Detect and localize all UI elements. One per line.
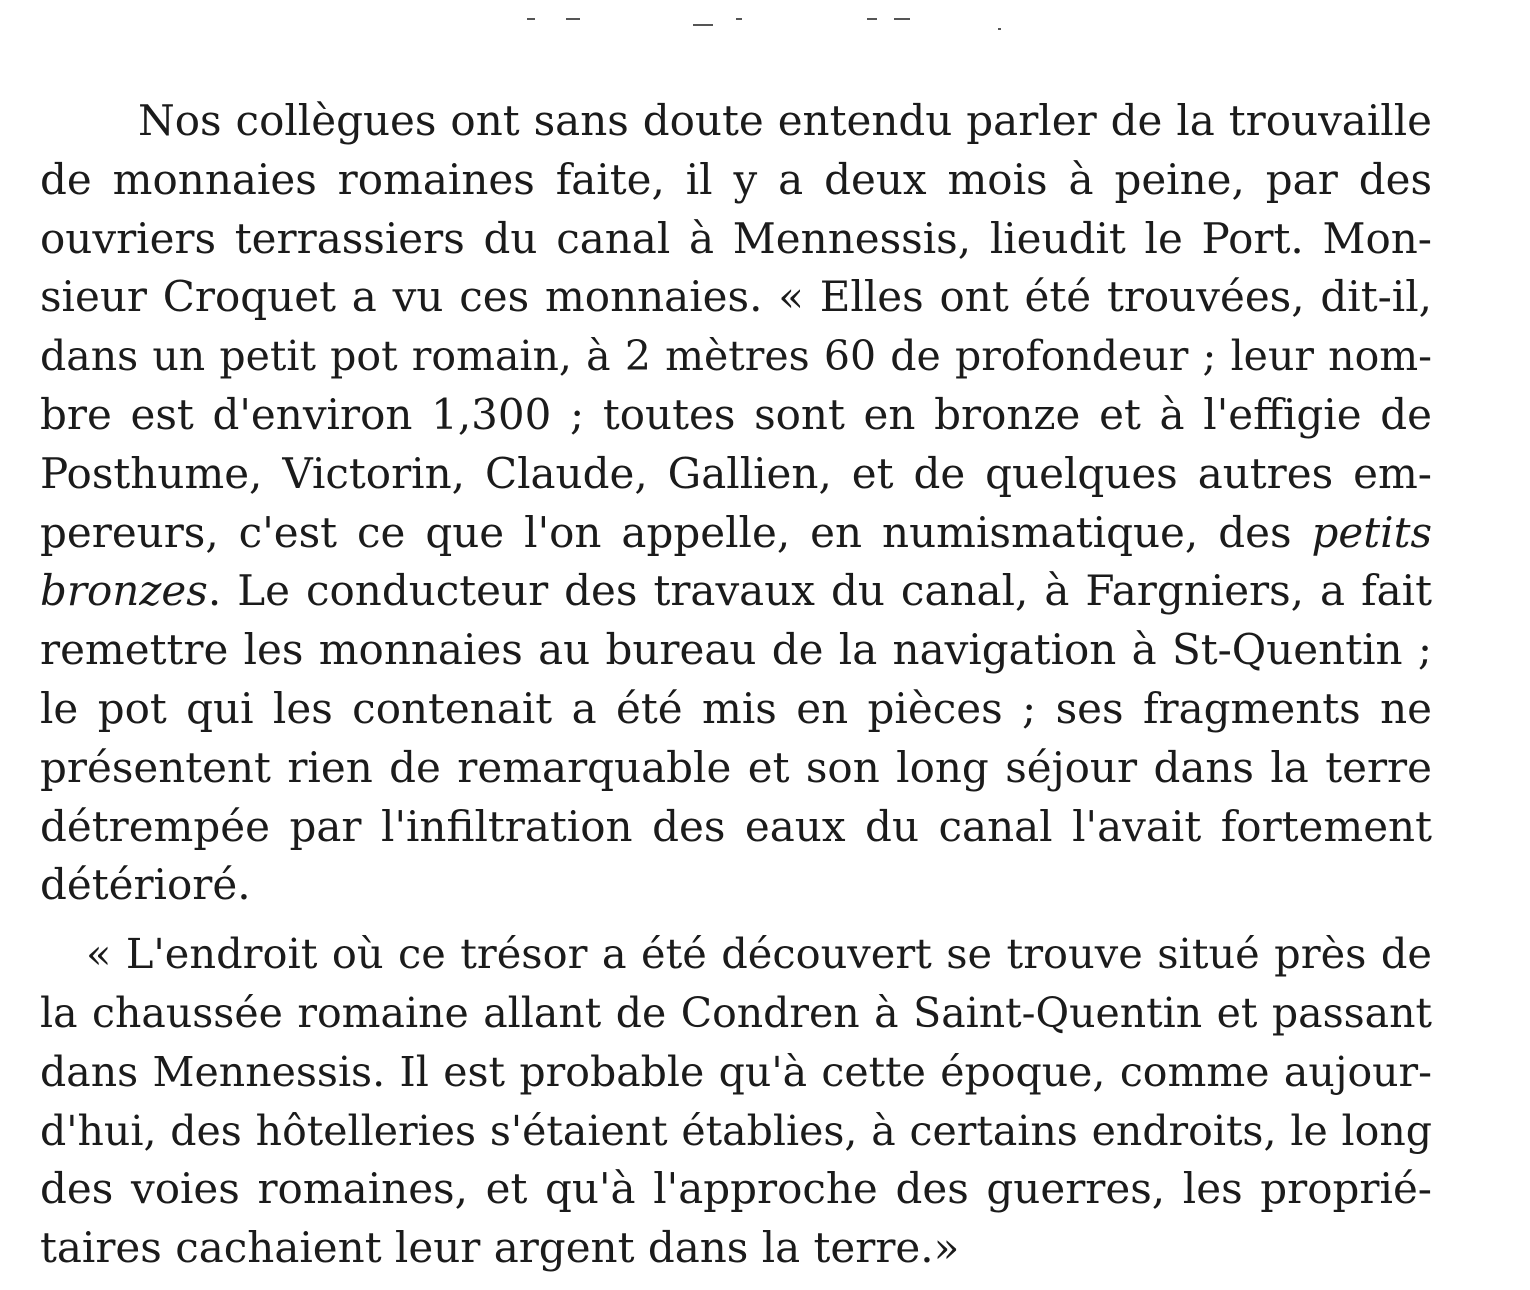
- scan-mark: [527, 18, 535, 20]
- scan-mark: [566, 18, 580, 20]
- text-line: le pot qui les contenait a été mis en pièces ; ses fragments ne: [40, 683, 1432, 733]
- text-line: détrempée par l'infiltration des eaux du canal l'avait fortement: [40, 801, 1432, 851]
- scan-mark: [998, 28, 1001, 30]
- paragraph-2: [40, 925, 1432, 1278]
- text-line: remettre les monnaies au bureau de la navigation à St-Quentin ;: [40, 625, 1432, 675]
- italic-term: bronzes: [40, 566, 208, 616]
- text-line: d'hui, des hôtelleries s'étaient établies, à certains endroits, le long: [40, 1106, 1432, 1155]
- paragraph-1: [40, 92, 1432, 915]
- body-text: [40, 92, 1432, 1278]
- scan-mark: [736, 18, 742, 20]
- text-line: Posthume, Victorin, Claude, Gallien, et de quelques autres em-: [40, 448, 1432, 498]
- scan-mark: [867, 18, 877, 20]
- text-line: des voies romaines, et qu'à l'approche des guerres, les proprié-: [40, 1164, 1432, 1214]
- text-line: de monnaies romaines faite, il y a deux mois à peine, par des: [40, 154, 1432, 204]
- scan-artifact-marks: [0, 18, 1530, 38]
- text-segment: pereurs, c'est ce que l'on appelle, en numismatique, des: [40, 507, 1312, 557]
- text-line: sieur Croquet a vu ces monnaies. « Elles ont été trouvées, dit-il,: [40, 272, 1432, 322]
- text-line: détérioré.: [40, 860, 251, 910]
- text-line: taires cachaient leur argent dans la terre.»: [40, 1223, 960, 1273]
- text-line: présentent rien de remarquable et son long séjour dans la terre: [40, 742, 1432, 792]
- text-line: ouvriers terrassiers du canal à Mennessis, lieudit le Port. Mon-: [40, 213, 1432, 263]
- text-segment: . Le conducteur des travaux du canal, à Fargniers, a fait: [207, 566, 1432, 616]
- text-line: dans un petit pot romain, à 2 mètres 60 de profondeur ; leur nom-: [40, 332, 1432, 381]
- text-line: la chaussée romaine allant de Condren à Saint-Quentin et passant: [40, 988, 1432, 1037]
- text-line: [40, 562, 1432, 621]
- text-line: Nos collègues ont sans doute entendu parler de la trouvaille: [138, 96, 1432, 145]
- text-line: dans Mennessis. Il est probable qu'à cette époque, comme aujour-: [40, 1047, 1432, 1096]
- text-line: « L'endroit où ce trésor a été découvert se trouve situé près de: [86, 929, 1432, 979]
- scan-mark: [693, 24, 713, 26]
- text-line: bre est d'environ 1,300 ; toutes sont en bronze et à l'effigie de: [40, 389, 1432, 439]
- text-line: [40, 504, 1432, 563]
- scan-mark: [894, 18, 910, 20]
- italic-term: petits: [1311, 507, 1432, 557]
